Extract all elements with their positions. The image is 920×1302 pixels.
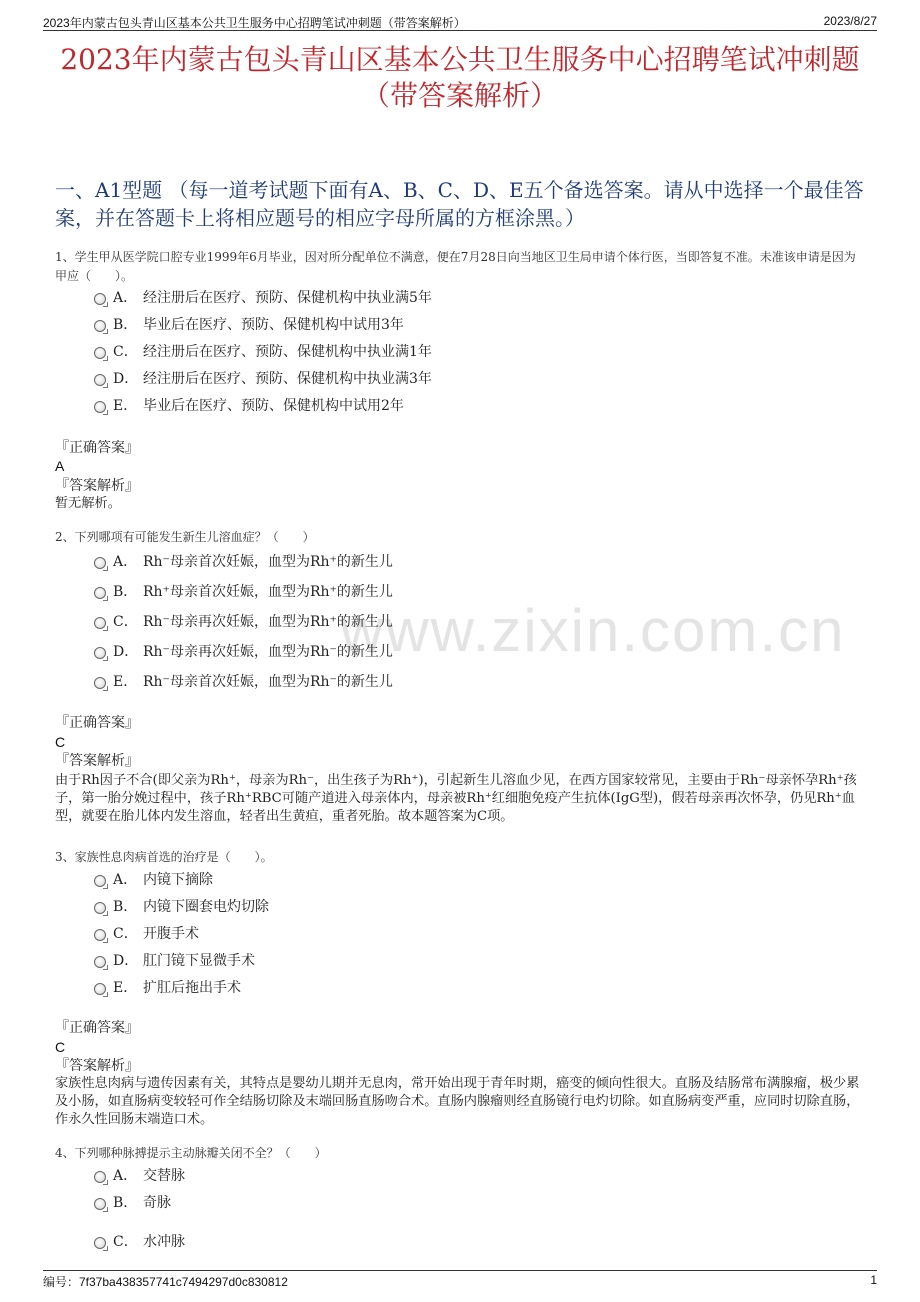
option-text: 水冲脉: [143, 1234, 185, 1250]
correct-answer-label: 『正确答案』: [55, 440, 139, 456]
radio-icon[interactable]: [94, 557, 106, 569]
option-text: 毕业后在医疗、预防、保健机构中试用3年: [143, 317, 404, 333]
document-title: 2023年内蒙古包头青山区基本公共卫生服务中心招聘笔试冲刺题（带答案解析）: [60, 43, 860, 112]
radio-icon[interactable]: [94, 647, 106, 659]
option-letter: A．: [113, 872, 138, 888]
radio-icon[interactable]: [94, 875, 106, 887]
option-text: 开腹手术: [143, 926, 199, 942]
radio-icon[interactable]: [94, 320, 106, 332]
option-text: Rh⁻母亲再次妊娠，血型为Rh⁻的新生儿: [143, 644, 393, 660]
option-letter: A．: [113, 290, 138, 306]
radio-icon[interactable]: [94, 983, 106, 995]
radio-icon[interactable]: [94, 956, 106, 968]
radio-icon[interactable]: [94, 1198, 106, 1210]
option-letter: D．: [113, 953, 139, 969]
correct-answer-value: A: [55, 458, 65, 474]
radio-icon[interactable]: [94, 617, 106, 629]
page-number: 1: [870, 1273, 877, 1287]
analysis-text: 暂无解析。: [55, 496, 121, 511]
option-text: 交替脉: [143, 1168, 185, 1184]
radio-icon[interactable]: [94, 677, 106, 689]
radio-icon[interactable]: [94, 587, 106, 599]
option-text: 内镜下摘除: [143, 872, 213, 888]
correct-answer-value: C: [55, 734, 66, 750]
option-text: Rh⁻母亲首次妊娠，血型为Rh⁺的新生儿: [143, 554, 393, 570]
radio-icon[interactable]: [94, 401, 106, 413]
option-text: Rh⁻母亲首次妊娠，血型为Rh⁻的新生儿: [143, 674, 393, 690]
correct-answer-value: C: [55, 1039, 66, 1055]
radio-icon[interactable]: [94, 293, 106, 305]
page-header: [43, 12, 877, 31]
correct-answer-label: 『正确答案』: [55, 1020, 139, 1036]
option-text: 扩肛后拖出手术: [143, 980, 241, 996]
option-text: 内镜下圈套电灼切除: [143, 899, 269, 915]
radio-icon[interactable]: [94, 1237, 106, 1249]
option-text: 奇脉: [143, 1195, 171, 1211]
analysis-text: 由于Rh因子不合(即父亲为Rh⁺，母亲为Rh⁻，出生孩子为Rh⁺)，引起新生儿溶血少见，在西方国家较常见，主要由于Rh⁻母亲怀孕Rh⁺孩子，第一胎分娩过程中，孩子Rh⁺RBC可随产道进入母亲体内，母亲被Rh⁺红细胞免疫产生抗体(IgG型)，假若母亲再次怀孕，仍见Rh⁺血型，就要在胎儿体内发生溶血，轻者出生黄疸，重者死胎。故本题答案为C项。: [55, 773, 857, 824]
analysis-label: 『答案解析』: [55, 478, 139, 494]
option-letter: E．: [113, 398, 138, 414]
option-text: 经注册后在医疗、预防、保健机构中执业满5年: [143, 290, 432, 306]
option-letter: A．: [113, 1168, 138, 1184]
question-stem: 4、下列哪种脉搏提示主动脉瓣关闭不全？（ ）: [55, 1146, 327, 1160]
radio-icon[interactable]: [94, 374, 106, 386]
header-doc-title: 2023年内蒙古包头青山区基本公共卫生服务中心招聘笔试冲刺题（带答案解析）: [43, 16, 466, 30]
option-letter: C．: [113, 926, 138, 942]
question-stem: 2、下列哪项有可能发生新生儿溶血症？（ ）: [55, 530, 315, 544]
option-letter: A．: [113, 554, 138, 570]
option-text: 肛门镜下显微手术: [143, 953, 255, 969]
analysis-text: 家族性息肉病与遗传因素有关，其特点是婴幼儿期并无息肉，常开始出现于青年时期，癌变的倾向性很大。直肠及结肠常布满腺瘤，极少累及小肠，如直肠病变较轻可作全结肠切除及末端回肠直肠吻合术。直肠内腺瘤则经直肠镜行电灼切除。如直肠病变严重，应同时切除直肠，作永久性回肠末端造口术。: [55, 1076, 860, 1127]
radio-icon[interactable]: [94, 347, 106, 359]
question-stem: 3、家族性息肉病首选的治疗是（ ）。: [55, 850, 273, 864]
option-text: 经注册后在医疗、预防、保健机构中执业满1年: [143, 344, 432, 360]
correct-answer-label: 『正确答案』: [55, 715, 139, 731]
option-letter: C．: [113, 614, 138, 630]
watermark: www.zixin.com.cn: [340, 597, 846, 664]
option-text: Rh⁻母亲再次妊娠，血型为Rh⁺的新生儿: [143, 614, 393, 630]
radio-icon[interactable]: [94, 1171, 106, 1183]
option-text: 毕业后在医疗、预防、保健机构中试用2年: [143, 398, 404, 414]
option-letter: B．: [113, 317, 138, 333]
analysis-label: 『答案解析』: [55, 1058, 139, 1074]
option-letter: C．: [113, 1234, 138, 1250]
page-footer: [43, 1270, 877, 1288]
option-letter: B．: [113, 584, 138, 600]
option-text: Rh⁺母亲首次妊娠，血型为Rh⁺的新生儿: [143, 584, 393, 600]
option-text: 经注册后在医疗、预防、保健机构中执业满3年: [143, 371, 432, 387]
option-letter: E．: [113, 980, 138, 996]
radio-icon[interactable]: [94, 902, 106, 914]
analysis-label: 『答案解析』: [55, 753, 139, 769]
option-letter: B．: [113, 899, 138, 915]
option-letter: D．: [113, 644, 139, 660]
header-date: 2023/8/27: [823, 14, 877, 28]
option-letter: B．: [113, 1195, 138, 1211]
option-letter: D．: [113, 371, 139, 387]
document-id: 编号：7f37ba438357741c7494297d0c830812: [43, 1275, 288, 1289]
option-letter: E．: [113, 674, 138, 690]
question-stem: 1、学生甲从医学院口腔专业1999年6月毕业，因对所分配单位不满意，便在7月28日向当地区卫生局申请个体行医，当即答复不准。未准该申请是因为甲应（ ）。: [55, 250, 856, 283]
radio-icon[interactable]: [94, 929, 106, 941]
option-letter: C．: [113, 344, 138, 360]
section-heading: 一、A1型题 （每一道考试题下面有A、B、C、D、E五个备选答案。请从中选择一个最佳答案，并在答题卡上将相应题号的相应字母所属的方框涂黑。）: [55, 178, 864, 230]
